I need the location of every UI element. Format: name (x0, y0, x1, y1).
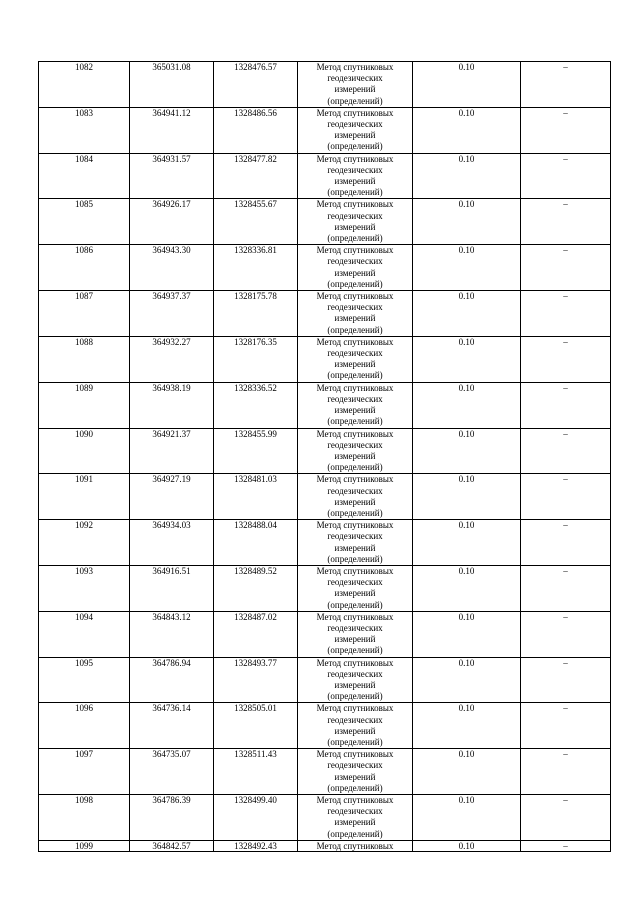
accuracy-cell: 0.10 (413, 749, 521, 795)
method-line: Метод спутниковых (316, 611, 394, 622)
method-line: геодезических (327, 439, 383, 450)
x-coordinate-cell: 364842.57 (130, 840, 214, 851)
note-cell: – (521, 62, 611, 108)
method-cell (298, 611, 413, 657)
method-line: Метод спутниковых (316, 428, 394, 439)
y-coordinate-cell: 1328477.82 (214, 153, 298, 199)
method-line: (определений) (327, 553, 383, 564)
method-line: Метод спутниковых (316, 107, 394, 118)
x-coordinate-cell: 364927.19 (130, 474, 214, 520)
method-line: (определений) (327, 782, 383, 793)
method-line: (определений) (327, 278, 383, 289)
method-line: геодезических (327, 485, 383, 496)
method-line: измерений (334, 450, 376, 461)
table-row (39, 336, 611, 382)
method-line: измерений (334, 679, 376, 690)
accuracy-cell: 0.10 (413, 657, 521, 703)
method-line: (определений) (327, 828, 383, 839)
method-line: Метод спутниковых (316, 336, 394, 347)
method-line: (определений) (327, 416, 383, 427)
method-line: Метод спутниковых (316, 565, 394, 576)
note-cell: – (521, 291, 611, 337)
table-row (39, 153, 611, 199)
x-coordinate-cell: 364786.94 (130, 657, 214, 703)
method-line: Метод спутниковых (316, 749, 394, 760)
point-number-cell: 1088 (39, 336, 130, 382)
x-coordinate-cell: 364932.27 (130, 336, 214, 382)
coordinates-table (38, 61, 611, 852)
table-body (39, 62, 611, 852)
note-cell: – (521, 474, 611, 520)
table-row (39, 657, 611, 703)
accuracy-cell: 0.10 (413, 107, 521, 153)
method-line: геодезических (327, 164, 383, 175)
accuracy-cell: 0.10 (413, 62, 521, 108)
y-coordinate-cell: 1328455.99 (214, 428, 298, 474)
point-number-cell: 1084 (39, 153, 130, 199)
note-cell: – (521, 245, 611, 291)
y-coordinate-cell: 1328336.81 (214, 245, 298, 291)
accuracy-cell: 0.10 (413, 474, 521, 520)
method-line: Метод спутниковых (316, 703, 394, 714)
note-cell: – (521, 840, 611, 851)
y-coordinate-cell: 1328486.56 (214, 107, 298, 153)
method-line: Метод спутниковых (316, 199, 394, 210)
method-cell (298, 795, 413, 841)
method-line: (определений) (327, 95, 383, 106)
method-cell (298, 107, 413, 153)
note-cell: – (521, 611, 611, 657)
x-coordinate-cell: 365031.08 (130, 62, 214, 108)
method-line: (определений) (327, 187, 383, 198)
method-cell (298, 840, 413, 851)
method-line: измерений (334, 359, 376, 370)
method-line: (определений) (327, 462, 383, 473)
table-row (39, 199, 611, 245)
method-cell (298, 291, 413, 337)
table-row (39, 795, 611, 841)
method-cell (298, 520, 413, 566)
method-cell (298, 703, 413, 749)
method-line: Метод спутниковых (316, 657, 394, 668)
method-line: (определений) (327, 599, 383, 610)
accuracy-cell: 0.10 (413, 291, 521, 337)
note-cell: – (521, 795, 611, 841)
x-coordinate-cell: 364786.39 (130, 795, 214, 841)
table-row (39, 382, 611, 428)
y-coordinate-cell: 1328175.78 (214, 291, 298, 337)
table-row (39, 62, 611, 108)
note-cell: – (521, 199, 611, 245)
x-coordinate-cell: 364916.51 (130, 565, 214, 611)
method-line: (определений) (327, 233, 383, 244)
accuracy-cell: 0.10 (413, 336, 521, 382)
method-line: Метод спутниковых (316, 795, 394, 805)
y-coordinate-cell: 1328487.02 (214, 611, 298, 657)
y-coordinate-cell: 1328511.43 (214, 749, 298, 795)
method-line: (определений) (327, 736, 383, 747)
method-line: геодезических (327, 302, 383, 313)
x-coordinate-cell: 364931.57 (130, 153, 214, 199)
method-line: Метод спутниковых (316, 840, 394, 851)
method-line: геодезических (327, 73, 383, 84)
method-line: геодезических (327, 256, 383, 267)
method-cell (298, 199, 413, 245)
table-row (39, 107, 611, 153)
accuracy-cell: 0.10 (413, 703, 521, 749)
point-number-cell: 1091 (39, 474, 130, 520)
table-row (39, 428, 611, 474)
y-coordinate-cell: 1328455.67 (214, 199, 298, 245)
table-row (39, 611, 611, 657)
y-coordinate-cell: 1328493.77 (214, 657, 298, 703)
method-line: Метод спутниковых (316, 62, 394, 72)
note-cell: – (521, 565, 611, 611)
method-line: геодезических (327, 714, 383, 725)
method-cell (298, 565, 413, 611)
point-number-cell: 1094 (39, 611, 130, 657)
method-line: измерений (334, 130, 376, 141)
y-coordinate-cell: 1328499.40 (214, 795, 298, 841)
x-coordinate-cell: 364735.07 (130, 749, 214, 795)
method-cell (298, 749, 413, 795)
method-line: измерений (334, 817, 376, 828)
point-number-cell: 1096 (39, 703, 130, 749)
method-line: Метод спутниковых (316, 382, 394, 393)
y-coordinate-cell: 1328492.43 (214, 840, 298, 851)
point-number-cell: 1093 (39, 565, 130, 611)
y-coordinate-cell: 1328488.04 (214, 520, 298, 566)
method-line: (определений) (327, 645, 383, 656)
note-cell: – (521, 336, 611, 382)
table-row (39, 520, 611, 566)
x-coordinate-cell: 364921.37 (130, 428, 214, 474)
note-cell: – (521, 703, 611, 749)
method-line: Метод спутниковых (316, 245, 394, 256)
x-coordinate-cell: 364938.19 (130, 382, 214, 428)
y-coordinate-cell: 1328481.03 (214, 474, 298, 520)
method-cell (298, 474, 413, 520)
method-line: Метод спутниковых (316, 153, 394, 164)
method-line: геодезических (327, 760, 383, 771)
method-line: Метод спутниковых (316, 474, 394, 485)
accuracy-cell: 0.10 (413, 199, 521, 245)
y-coordinate-cell: 1328489.52 (214, 565, 298, 611)
y-coordinate-cell: 1328336.52 (214, 382, 298, 428)
point-number-cell: 1087 (39, 291, 130, 337)
method-line: измерений (334, 542, 376, 553)
method-line: Метод спутниковых (316, 520, 394, 531)
method-line: измерений (334, 634, 376, 645)
method-line: геодезических (327, 668, 383, 679)
point-number-cell: 1089 (39, 382, 130, 428)
point-number-cell: 1086 (39, 245, 130, 291)
method-line: геодезических (327, 210, 383, 221)
method-line: (определений) (327, 507, 383, 518)
table-row (39, 749, 611, 795)
method-line: Метод спутниковых (316, 291, 394, 302)
x-coordinate-cell: 364736.14 (130, 703, 214, 749)
note-cell: – (521, 153, 611, 199)
method-cell (298, 62, 413, 108)
x-coordinate-cell: 364926.17 (130, 199, 214, 245)
method-line: измерений (334, 313, 376, 324)
point-number-cell: 1083 (39, 107, 130, 153)
method-line: измерений (334, 771, 376, 782)
point-number-cell: 1092 (39, 520, 130, 566)
method-line: (определений) (327, 324, 383, 335)
x-coordinate-cell: 364941.12 (130, 107, 214, 153)
method-cell (298, 245, 413, 291)
method-line: геодезических (327, 119, 383, 130)
table-row (39, 474, 611, 520)
method-line: (определений) (327, 141, 383, 152)
note-cell: – (521, 428, 611, 474)
method-line: геодезических (327, 622, 383, 633)
accuracy-cell: 0.10 (413, 428, 521, 474)
table-row-last (39, 840, 611, 851)
method-line: измерений (334, 84, 376, 95)
point-number-cell: 1090 (39, 428, 130, 474)
y-coordinate-cell: 1328476.57 (214, 62, 298, 108)
point-number-cell: 1082 (39, 62, 130, 108)
method-line: геодезических (327, 393, 383, 404)
method-line: геодезических (327, 806, 383, 817)
note-cell: – (521, 107, 611, 153)
point-number-cell: 1097 (39, 749, 130, 795)
x-coordinate-cell: 364843.12 (130, 611, 214, 657)
method-line: измерений (334, 496, 376, 507)
accuracy-cell: 0.10 (413, 245, 521, 291)
method-line: измерений (334, 176, 376, 187)
table-row (39, 565, 611, 611)
x-coordinate-cell: 364934.03 (130, 520, 214, 566)
accuracy-cell: 0.10 (413, 611, 521, 657)
method-line: геодезических (327, 348, 383, 359)
point-number-cell: 1099 (39, 840, 130, 851)
table-row (39, 291, 611, 337)
note-cell: – (521, 657, 611, 703)
method-line: геодезических (327, 577, 383, 588)
table-row (39, 703, 611, 749)
point-number-cell: 1095 (39, 657, 130, 703)
method-line: измерений (334, 267, 376, 278)
accuracy-cell: 0.10 (413, 565, 521, 611)
point-number-cell: 1085 (39, 199, 130, 245)
method-line: (определений) (327, 370, 383, 381)
method-line: (определений) (327, 691, 383, 702)
x-coordinate-cell: 364937.37 (130, 291, 214, 337)
method-line: измерений (334, 588, 376, 599)
method-cell (298, 428, 413, 474)
method-line: измерений (334, 221, 376, 232)
note-cell: – (521, 749, 611, 795)
accuracy-cell: 0.10 (413, 840, 521, 851)
method-cell (298, 657, 413, 703)
table-row (39, 245, 611, 291)
method-cell (298, 336, 413, 382)
method-cell (298, 153, 413, 199)
y-coordinate-cell: 1328505.01 (214, 703, 298, 749)
accuracy-cell: 0.10 (413, 520, 521, 566)
method-line: измерений (334, 725, 376, 736)
accuracy-cell: 0.10 (413, 795, 521, 841)
accuracy-cell: 0.10 (413, 153, 521, 199)
point-number-cell: 1098 (39, 795, 130, 841)
method-cell (298, 382, 413, 428)
method-line: геодезических (327, 531, 383, 542)
method-line: измерений (334, 405, 376, 416)
note-cell: – (521, 382, 611, 428)
x-coordinate-cell: 364943.30 (130, 245, 214, 291)
note-cell: – (521, 520, 611, 566)
y-coordinate-cell: 1328176.35 (214, 336, 298, 382)
accuracy-cell: 0.10 (413, 382, 521, 428)
